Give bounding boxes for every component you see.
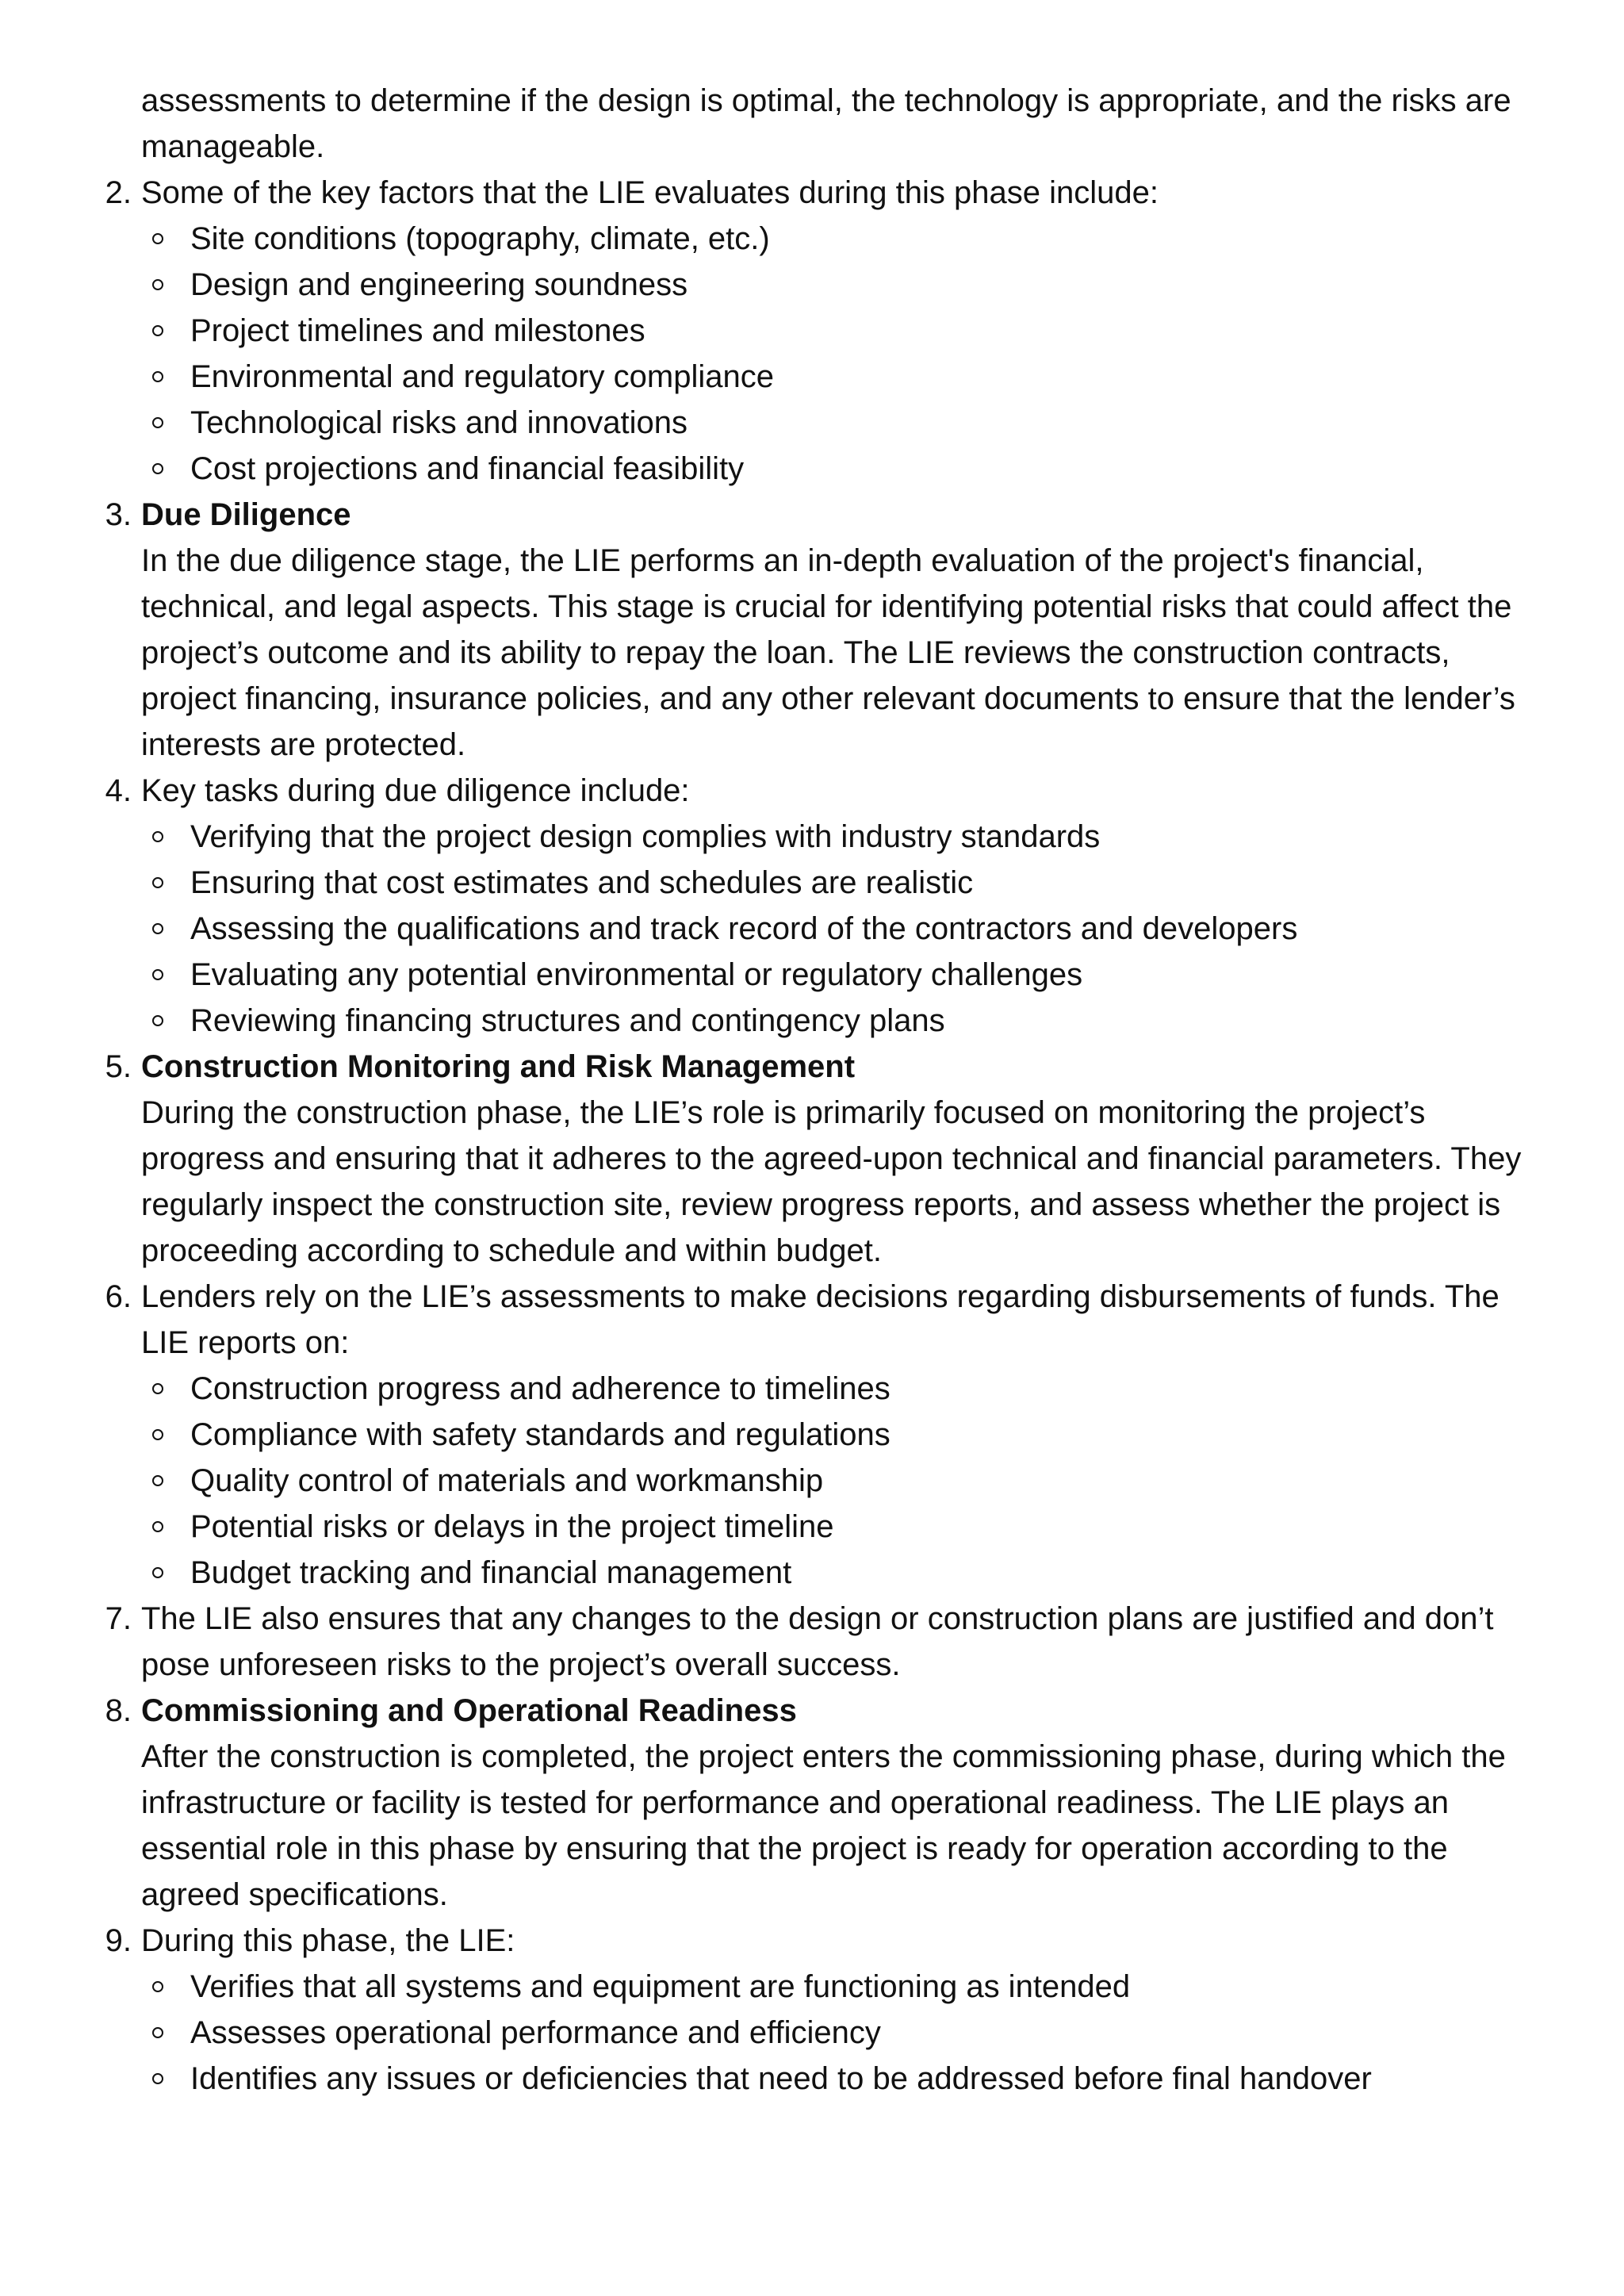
- section-heading: Construction Monitoring and Risk Management: [141, 1049, 856, 1084]
- sub-list-item: [141, 1366, 1553, 1412]
- sub-item-text: Cost projections and financial feasibility: [190, 451, 745, 486]
- bullet-circle-icon: [152, 877, 163, 888]
- section-heading: Due Diligence: [141, 497, 351, 532]
- bullet-circle-icon: [152, 1475, 163, 1486]
- sub-item-text: Project timelines and milestones: [190, 313, 645, 348]
- sub-list-item: [141, 860, 1553, 906]
- sub-item-text: Verifies that all systems and equipment are functioning as intended: [190, 1969, 1131, 2004]
- sub-item-text: Budget tracking and financial management: [190, 1555, 792, 1590]
- bullet-circle-icon: [152, 969, 163, 980]
- item-text: Lenders rely on the LIE’s assessments to make decisions regarding disbursements of funds. The LIE reports on:: [141, 1279, 1500, 1360]
- bullet-circle-icon: [152, 1383, 163, 1394]
- bullet-circle-icon: [152, 371, 163, 382]
- item-number: 4.: [105, 773, 132, 808]
- sub-list-item: [141, 998, 1553, 1044]
- item-number: 2.: [105, 175, 132, 210]
- sub-list-item: [141, 814, 1553, 860]
- bullet-circle-icon: [152, 1981, 163, 1992]
- item-number: 7.: [105, 1601, 132, 1636]
- bullet-circle-icon: [152, 1521, 163, 1532]
- sub-list-item: [141, 2010, 1553, 2056]
- list-item-5: [105, 1044, 1553, 1274]
- bullet-circle-icon: [152, 233, 163, 244]
- section-heading: Commissioning and Operational Readiness: [141, 1693, 797, 1728]
- sub-item-text: Construction progress and adherence to timelines: [190, 1371, 891, 1406]
- sub-list-item: [141, 216, 1553, 262]
- bullet-circle-icon: [152, 1567, 163, 1578]
- item-number: 3.: [105, 497, 132, 532]
- item-text: Some of the key factors that the LIE evaluates during this phase include:: [141, 175, 1159, 210]
- item-text: During this phase, the LIE:: [141, 1923, 515, 1958]
- sub-list-item: [141, 400, 1553, 446]
- item-text: During the construction phase, the LIE’s role is primarily focused on monitoring the project’s progress and ensuring that it adheres to the agreed-upon technical and financial parameters. They regularly inspect the construction site, review progress reports, and assess whether the project is proceeding according to schedule and within budget.: [141, 1095, 1522, 1268]
- sub-item-text: Site conditions (topography, climate, etc.): [190, 221, 770, 256]
- sub-list-item: [141, 1550, 1553, 1596]
- sub-list: [141, 1964, 1553, 2102]
- sub-item-text: Quality control of materials and workmanship: [190, 1463, 824, 1498]
- sub-list-item: [141, 952, 1553, 998]
- sub-list-item: [141, 1504, 1553, 1550]
- item-number: 5.: [105, 1049, 132, 1084]
- item-text: After the construction is completed, the project enters the commissioning phase, during which the infrastructure or facility is tested for performance and operational readiness. The LIE plays an essential role in this phase by ensuring that the project is ready for operation according to the agreed specifications.: [141, 1739, 1506, 1912]
- sub-item-text: Technological risks and innovations: [190, 405, 688, 440]
- sub-list-item: [141, 308, 1553, 354]
- bullet-circle-icon: [152, 2073, 163, 2084]
- sub-list-item: [141, 906, 1553, 952]
- bullet-circle-icon: [152, 417, 163, 428]
- sub-item-text: Reviewing financing structures and contingency plans: [190, 1003, 945, 1038]
- sub-list-item: [141, 1458, 1553, 1504]
- item-text: The LIE also ensures that any changes to the design or construction plans are justified and don’t pose unforeseen risks to the project’s overall success.: [141, 1601, 1494, 1682]
- sub-item-text: Assesses operational performance and efficiency: [190, 2015, 881, 2050]
- sub-item-text: Compliance with safety standards and regulations: [190, 1417, 891, 1452]
- list-item-9: [105, 1918, 1553, 2102]
- sub-item-text: Design and engineering soundness: [190, 267, 688, 302]
- sub-item-text: Environmental and regulatory compliance: [190, 359, 774, 394]
- bullet-circle-icon: [152, 279, 163, 290]
- list-item-4: [105, 768, 1553, 1044]
- sub-item-text: Potential risks or delays in the project timeline: [190, 1509, 834, 1544]
- sub-list-item: [141, 446, 1553, 492]
- item-number: 8.: [105, 1693, 132, 1728]
- sub-item-text: Assessing the qualifications and track record of the contractors and developers: [190, 911, 1298, 946]
- sub-list-item: [141, 1964, 1553, 2010]
- continued-paragraph: assessments to determine if the design is optimal, the technology is appropriate, and the risks are manageable.: [141, 83, 1511, 164]
- sub-item-text: Verifying that the project design complies with industry standards: [190, 819, 1101, 854]
- sub-list-item: [141, 262, 1553, 308]
- sub-list: [141, 216, 1553, 492]
- list-item-3: [105, 492, 1553, 768]
- sub-item-text: Ensuring that cost estimates and schedules are realistic: [190, 865, 974, 900]
- numbered-list: [0, 170, 1553, 2102]
- list-item-8: [105, 1688, 1553, 1918]
- bullet-circle-icon: [152, 1015, 163, 1026]
- bullet-circle-icon: [152, 831, 163, 842]
- item-number: 9.: [105, 1923, 132, 1958]
- sub-list: [141, 1366, 1553, 1596]
- bullet-circle-icon: [152, 2027, 163, 2038]
- list-item-2: [105, 170, 1553, 492]
- bullet-circle-icon: [152, 325, 163, 336]
- list-item-7: [105, 1596, 1553, 1688]
- bullet-circle-icon: [152, 1429, 163, 1440]
- sub-item-text: Evaluating any potential environmental or regulatory challenges: [190, 957, 1083, 992]
- sub-item-text: Identifies any issues or deficiencies that need to be addressed before final handover: [190, 2061, 1372, 2096]
- item-number: 6.: [105, 1279, 132, 1314]
- bullet-circle-icon: [152, 463, 163, 474]
- item-text: Key tasks during due diligence include:: [141, 773, 690, 808]
- sub-list-item: [141, 1412, 1553, 1458]
- item-text: In the due diligence stage, the LIE performs an in-depth evaluation of the project's financial, technical, and legal aspects. This stage is crucial for identifying potential risks that could affect the project’s outcome and its ability to repay the loan. The LIE reviews the construction contracts, project financing, insurance policies, and any other relevant documents to ensure that the lender’s interests are protected.: [141, 543, 1515, 762]
- list-item-6: [105, 1274, 1553, 1596]
- bullet-circle-icon: [152, 923, 163, 934]
- sub-list-item: [141, 2056, 1553, 2102]
- sub-list: [141, 814, 1553, 1044]
- sub-list-item: [141, 354, 1553, 400]
